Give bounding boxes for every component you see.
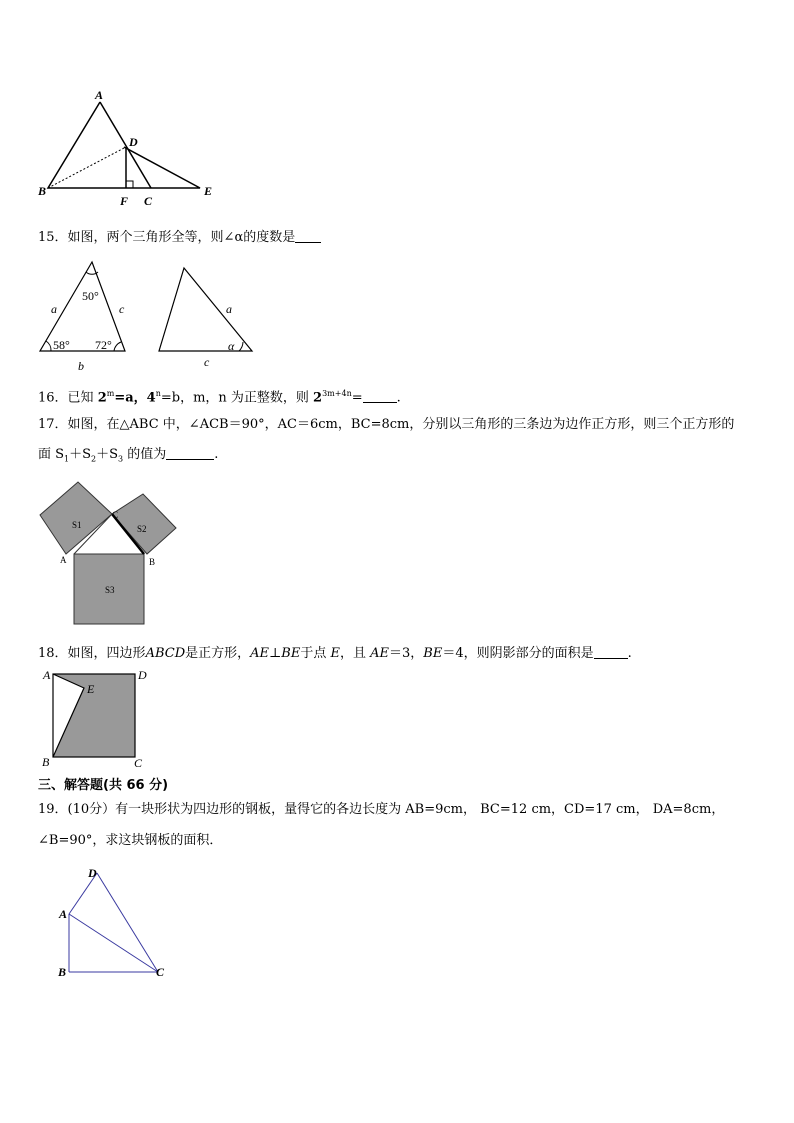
triangle-outline bbox=[48, 102, 200, 188]
angle-top-value: 50° bbox=[82, 289, 99, 303]
right-angle-mark bbox=[126, 181, 133, 188]
var: E bbox=[330, 646, 340, 661]
angle-left-value: 58° bbox=[53, 338, 70, 352]
text-part: ＋S bbox=[96, 447, 119, 462]
question-19-line2 bbox=[38, 830, 768, 852]
answer-blank[interactable] bbox=[295, 228, 321, 243]
question-text: ∠B=90°，求这块钢板的面积． bbox=[38, 833, 223, 848]
text-part: ．已知 bbox=[54, 390, 98, 406]
section-heading: 三、解答题(共 66 分) bbox=[38, 778, 169, 793]
text-part: 的值为 bbox=[123, 447, 167, 462]
triangle-figure-q14 bbox=[30, 85, 230, 210]
text-part: =b，m，n 为正整数，则 bbox=[160, 390, 314, 406]
label-c: C bbox=[156, 965, 165, 979]
exponent: m bbox=[106, 389, 115, 398]
label-c: C bbox=[134, 756, 143, 770]
label-d: D bbox=[129, 135, 138, 149]
label-s2: S2 bbox=[137, 524, 147, 534]
angle-arc-right bbox=[114, 342, 121, 351]
text-part: 面 S bbox=[38, 447, 65, 462]
pythagoras-squares-figure bbox=[36, 478, 186, 628]
answer-blank[interactable] bbox=[594, 644, 628, 659]
angle-arc-left bbox=[46, 341, 51, 351]
label-f: F bbox=[120, 194, 129, 208]
subscript: 3 bbox=[118, 454, 124, 464]
var: BE bbox=[281, 646, 301, 661]
text-part: ．如图，四边形 bbox=[54, 646, 146, 661]
question-text: ．(10分）有一块形状为四边形的钢板，量得它的各边长度为 AB=9cm， BC=12 cm，CD=17 cm， DA=8cm， bbox=[54, 802, 725, 817]
question-number: 19 bbox=[38, 802, 55, 817]
text-part: 于点 bbox=[300, 646, 331, 661]
square-shaded-figure bbox=[38, 666, 158, 772]
alpha-label: α bbox=[228, 339, 235, 353]
question-16: 16．已知 $2^m=a$，$4^n=b$，m，n 为正整数，则 $2^{3m+4n}=$ . bbox=[38, 389, 401, 406]
quadrilateral-figure bbox=[52, 865, 182, 985]
question-17-line2: 面 $S_1+S_2+S_3$ 的值为 . bbox=[38, 447, 219, 464]
answer-blank[interactable] bbox=[166, 445, 214, 460]
label-c: C bbox=[144, 194, 153, 208]
side-c: c bbox=[119, 302, 125, 316]
congruent-triangles-figure bbox=[34, 258, 274, 376]
label-c: C bbox=[112, 510, 119, 520]
label-e: E bbox=[204, 184, 213, 198]
diagonal-ac bbox=[69, 914, 158, 972]
label-a: A bbox=[60, 555, 67, 565]
subscript: 2 bbox=[91, 454, 97, 464]
question-18: 18．如图，四边形ABCD是正方形，AE⊥BE于点 E，且 AE＝3，BE＝4，则阴影部分的面积是 . bbox=[38, 646, 632, 661]
base: 2 bbox=[97, 390, 107, 406]
base: 2 bbox=[313, 390, 323, 406]
text-part: = bbox=[351, 390, 363, 406]
text-part: ＝4，则阴影部分的面积是 bbox=[442, 646, 594, 661]
label-e: E bbox=[87, 682, 95, 696]
question-number: 18 bbox=[38, 646, 55, 661]
side-cd bbox=[97, 873, 158, 972]
side-c-2: c bbox=[204, 355, 210, 369]
text-part: ⊥ bbox=[269, 646, 282, 661]
text-part: ，且 bbox=[339, 646, 371, 661]
base: 4 bbox=[146, 390, 156, 406]
question-number: 17 bbox=[38, 417, 55, 432]
text-part: ＝3， bbox=[388, 646, 424, 661]
text-part: 是正方形， bbox=[185, 646, 251, 661]
alpha-arc bbox=[239, 342, 243, 351]
label-a: A bbox=[59, 907, 68, 921]
triangle-2 bbox=[159, 268, 252, 351]
label-s1: S1 bbox=[72, 520, 82, 530]
subscript: 1 bbox=[64, 454, 70, 464]
question-number: 15 bbox=[38, 230, 55, 245]
exponent: 3m+4n bbox=[322, 389, 352, 398]
label-b: B bbox=[149, 557, 156, 567]
label-b: B bbox=[42, 755, 50, 769]
question-17 bbox=[38, 414, 768, 436]
label-s3: S3 bbox=[105, 585, 115, 595]
question-15 bbox=[38, 227, 768, 249]
text-part: =a， bbox=[114, 390, 147, 406]
side-a: a bbox=[51, 302, 57, 316]
var: BE bbox=[423, 646, 443, 661]
var: AE bbox=[250, 646, 270, 661]
label-a: A bbox=[43, 668, 51, 682]
angle-right-value: 72° bbox=[95, 338, 112, 352]
var: ABCD bbox=[145, 646, 186, 661]
question-19 bbox=[38, 799, 768, 821]
label-d: D bbox=[138, 668, 147, 682]
question-text: ．如图，在△ABC 中，∠ACB＝90°，AC＝6cm，BC=8cm，分别以三角形的三条边为边作正方形，则三个正方形的 bbox=[54, 417, 735, 432]
question-number: 16 bbox=[38, 390, 55, 406]
question-text: ．如图，两个三角形全等，则∠α的度数是 bbox=[54, 230, 296, 245]
exponent: n bbox=[155, 389, 161, 398]
answer-blank[interactable] bbox=[363, 388, 397, 403]
square-s1 bbox=[40, 482, 112, 554]
label-a: A bbox=[95, 88, 104, 102]
label-b: B bbox=[58, 965, 67, 979]
side-b: b bbox=[78, 359, 84, 373]
label-d: D bbox=[88, 866, 97, 880]
text-part: ＋S bbox=[69, 447, 92, 462]
side-a-2: a bbox=[226, 302, 232, 316]
label-b: B bbox=[38, 184, 47, 198]
var: AE bbox=[370, 646, 389, 661]
